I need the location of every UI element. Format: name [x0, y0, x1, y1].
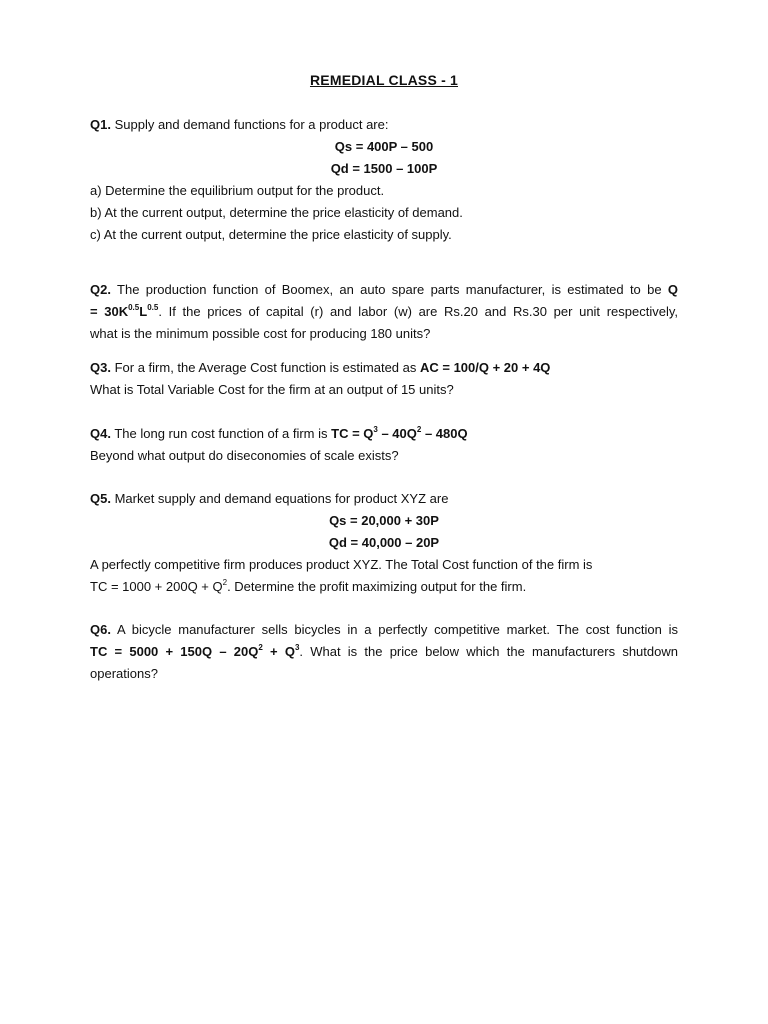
question-6-equation-prefix: TC = 5000 + 150Q – 20Q — [90, 644, 259, 659]
question-3-equation: AC = 100/Q + 20 + 4Q — [419, 360, 551, 375]
question-1-intro: Supply and demand functions for a product are: — [110, 117, 389, 132]
question-1-label: Q1. — [90, 117, 111, 132]
question-1-part-c: c) At the current output, determine the price elasticity of supply. — [90, 227, 452, 242]
question-5-line-text: A perfectly competitive firm produces product XYZ. The Total Cost function of the firm is — [90, 557, 593, 572]
question-4-equation-tc: TC = Q — [331, 426, 374, 441]
question-3-label: Q3. — [90, 360, 111, 375]
question-2-equation-l: L — [139, 304, 148, 319]
question-5-supply-equation: Qs = 20,000 + 30P — [329, 513, 439, 528]
question-6-exponent-3: 3 — [294, 642, 300, 652]
question-4 — [90, 423, 678, 467]
question-1 — [90, 114, 678, 246]
question-5-tc-suffix: . Determine the profit maximizing output for the firm. — [227, 579, 527, 594]
question-6-text-2: . What is the price below which the manufacturers shutdown — [299, 644, 678, 659]
question-6 — [90, 619, 678, 685]
question-4-exponent-3: 3 — [373, 424, 378, 434]
question-2-equation-prefix: = 30K — [90, 304, 129, 319]
question-6-exponent-2: 2 — [258, 642, 263, 652]
question-1-demand-equation: Qd = 1500 – 100P — [330, 161, 438, 176]
question-4-label: Q4. — [90, 426, 111, 441]
question-2-line-1 — [90, 279, 678, 301]
question-4-line-1 — [90, 423, 678, 445]
question-6-line-1 — [90, 619, 678, 641]
question-5-intro: Market supply and demand equations for product XYZ are — [110, 491, 449, 506]
question-5 — [90, 488, 678, 598]
question-2-exponent-l: 0.5 — [147, 302, 159, 312]
question-4-equation-end: – 480Q — [421, 426, 468, 441]
question-5-tc-exponent: 2 — [222, 577, 228, 587]
question-6-equation-mid: + Q — [262, 644, 295, 659]
question-2 — [90, 279, 678, 345]
question-4-exponent-2: 2 — [416, 424, 422, 434]
document-title: REMEDIAL CLASS - 1 — [309, 72, 459, 88]
question-5-demand-equation: Qd = 40,000 – 20P — [328, 535, 440, 550]
question-2-text-1: The production function of Boomex, an auto spare parts manufacturer, is estimated to be — [110, 282, 668, 297]
question-2-label: Q2. — [90, 282, 111, 297]
question-2-text-2: . If the prices of capital (r) and labor (w) are Rs.20 and Rs.30 per unit respectively, — [158, 304, 678, 319]
question-5-tc-line — [90, 576, 678, 598]
question-5-label: Q5. — [90, 491, 111, 506]
question-1-supply-equation: Qs = 400P – 500 — [334, 139, 434, 154]
question-5-intro-line — [90, 488, 678, 510]
question-4-equation-mid: – 40Q — [377, 426, 417, 441]
question-2-q-variable: Q — [667, 282, 678, 297]
question-6-text-1: A bicycle manufacturer sells bicycles in a perfectly competitive market. The cost function is — [110, 622, 678, 637]
question-2-line-2 — [90, 301, 678, 323]
question-3-line-2: What is Total Variable Cost for the firm at an output of 15 units? — [90, 382, 454, 397]
question-6-line-2 — [90, 641, 678, 663]
question-3-text-1: For a firm, the Average Cost function is estimated as — [110, 360, 420, 375]
question-2-exponent-k: 0.5 — [128, 302, 140, 312]
question-1-intro-line — [90, 114, 678, 136]
question-6-line-3: operations? — [90, 666, 158, 681]
question-4-text-1: The long run cost function of a firm is — [110, 426, 332, 441]
question-4-line-2: Beyond what output do diseconomies of scale exists? — [90, 448, 399, 463]
question-3 — [90, 357, 678, 401]
question-2-line-3: what is the minimum possible cost for producing 180 units? — [90, 326, 431, 341]
question-5-tc-prefix: TC = 1000 + 200Q + Q — [90, 579, 223, 594]
question-6-label: Q6. — [90, 622, 111, 637]
question-1-part-a: a) Determine the equilibrium output for the product. — [90, 183, 385, 198]
question-3-line-1 — [90, 357, 678, 379]
question-1-part-b: b) At the current output, determine the price elasticity of demand. — [90, 205, 463, 220]
